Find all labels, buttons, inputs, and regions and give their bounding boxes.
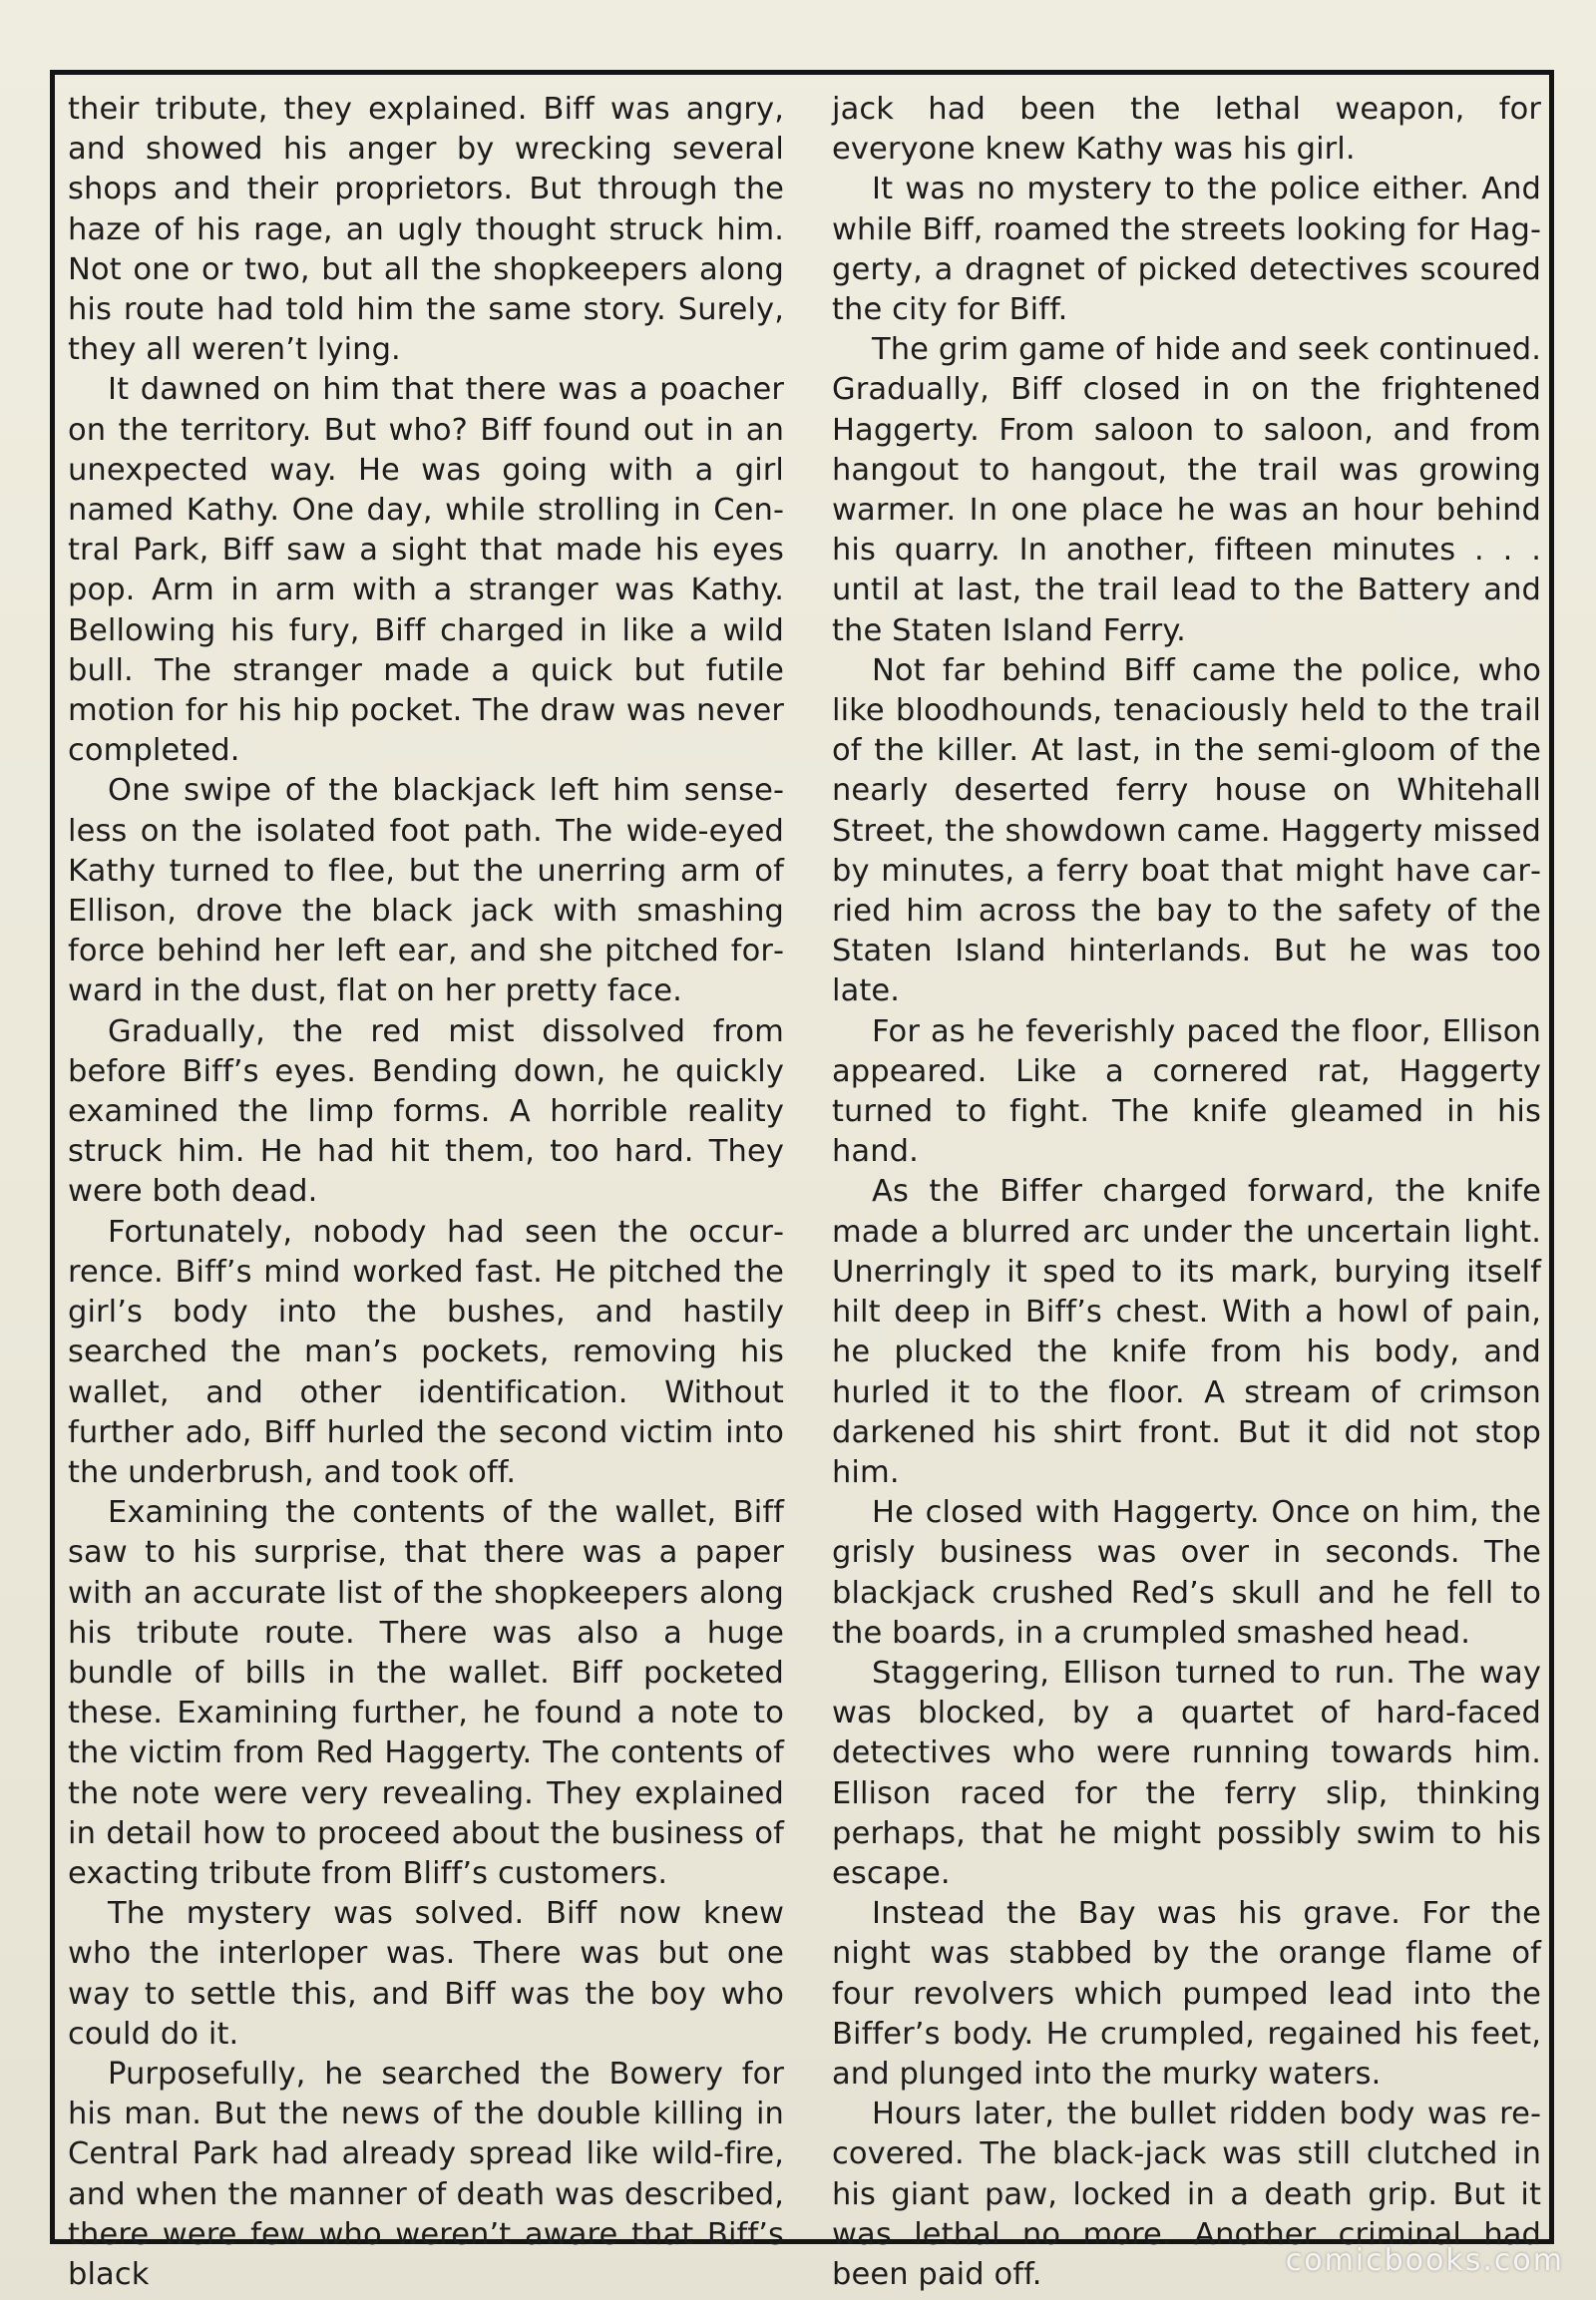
paragraph: The grim game of hide and seek continued. Gradually, Biff closed in on the frightened Haggerty. From saloon to saloon, and from hangout to hangout, the trail was growing warmer. In one place he was an hour behind his quarry. In another, fifteen minutes . . . until at last, the trail lead to the Battery and the Staten Island Ferry. <box>832 332 1541 648</box>
paragraph: It dawned on him that there was a poacher on the territory. But who? Biff found out in an unexpected way. He was going with a girl named Kathy. One day, while strolling in Central Park, Biff saw a sight that made his eyes pop. Arm in arm with a stranger was Kathy. Bellowing his fury, Biff charged in like a wild bull. The stranger made a quick but futile motion for his hip pocket. The draw was never completed. <box>68 372 784 769</box>
right-text-column <box>832 90 1541 2295</box>
paragraph: their tribute, they explained. Biff was angry, and showed his anger by wrecking several shops and their proprietors. But through the haze of his rage, an ugly thought struck him. Not one or two, but all the shopkeepers along his route had told him the same story. Surely, they all weren’t lying. <box>68 92 784 368</box>
paragraph: Hours later, the bullet ridden body was recovered. The black-jack was still clutched in his giant paw, locked in a death grip. But it was lethal no more. Another criminal had been paid off. <box>832 2097 1541 2292</box>
paragraph: One swipe of the blackjack left him senseless on the isolated foot path. The wide-eyed Kathy turned to flee, but the unerring arm of Ellison, drove the black jack with smashing force behind her left ear, and she pitched forward in the dust, flat on her pretty face. <box>68 773 784 1009</box>
site-watermark: comicbooks.com <box>1285 2243 1564 2278</box>
paragraph: Instead the Bay was his grave. For the night was stabbed by the orange flame of four revolvers which pumped lead into the Biffer’s body. He crumpled, regained his feet, and plunged into the murky waters. <box>832 1896 1541 2092</box>
paragraph: Gradually, the red mist dissolved from before Biff’s eyes. Bending down, he quickly examined the limp forms. A horrible reality struck him. He had hit them, too hard. They were both dead. <box>68 1013 784 1210</box>
paragraph: As the Biffer charged forward, the knife made a blurred arc under the uncertain light. Unerringly it sped to its mark, burying itself hilt deep in Biff’s chest. With a howl of pain, he plucked the knife from his body, and hurled it to the floor. A stream of crimson darkened his shirt front. But it did not stop him. <box>832 1174 1541 1490</box>
left-text-column <box>68 90 784 2295</box>
paragraph: Staggering, Ellison turned to run. The way was blocked, by a quartet of hard-faced detectives who were running towards him. Ellison raced for the ferry slip, thinking perhaps, that he might possibly swim to his escape. <box>832 1655 1541 1891</box>
paragraph: For as he feverishly paced the floor, Ellison appeared. Like a cornered rat, Haggerty turned to fight. The knife gleamed in his hand. <box>832 1013 1541 1170</box>
paragraph: It was no mystery to the police either. And while Biff, roamed the streets looking for Haggerty, a dragnet of picked detectives scoured the city for Biff. <box>832 172 1541 328</box>
paragraph: He closed with Haggerty. Once on him, the grisly business was over in seconds. The blackjack crushed Red’s skull and he fell to the boards, in a crumpled smashed head. <box>832 1495 1541 1651</box>
paragraph: Purposefully, he searched the Bowery for his man. But the news of the double killing in Central Park had already spread like wild-fire, and when the manner of death was described, there were few who weren’t aware that Biff’s black <box>68 2056 784 2292</box>
paragraph: Fortunately, nobody had seen the occurrence. Biff’s mind worked fast. He pitched the girl’s body into the bushes, and hastily searched the man’s pockets, removing his wallet, and other identification. Without further ado, Biff hurled the second victim into the underbrush, and took off. <box>68 1214 784 1490</box>
paragraph: The mystery was solved. Biff now knew who the interloper was. There was but one way to settle this, and Biff was the boy who could do it. <box>68 1896 784 2052</box>
paragraph: Not far behind Biff came the police, who like bloodhounds, tenaciously held to the trail of the killer. At last, in the semi-gloom of the nearly deserted ferry house on Whitehall Street, the showdown came. Haggerty missed by minutes, a ferry boat that might have carried him across the bay to the safety of the Staten Island hinterlands. But he was too late. <box>832 652 1541 1009</box>
paragraph: Examining the contents of the wallet, Biff saw to his surprise, that there was a paper with an accurate list of the shopkeepers along his tribute route. There was also a huge bundle of bills in the wallet. Biff pocketed these. Examining further, he found a note to the victim from Red Haggerty. The contents of the note were very revealing. They explained in detail how to proceed about the business of exacting tribute from Bliff’s customers. <box>68 1495 784 1891</box>
paragraph: jack had been the lethal weapon, for everyone knew Kathy was his girl. <box>832 92 1541 168</box>
